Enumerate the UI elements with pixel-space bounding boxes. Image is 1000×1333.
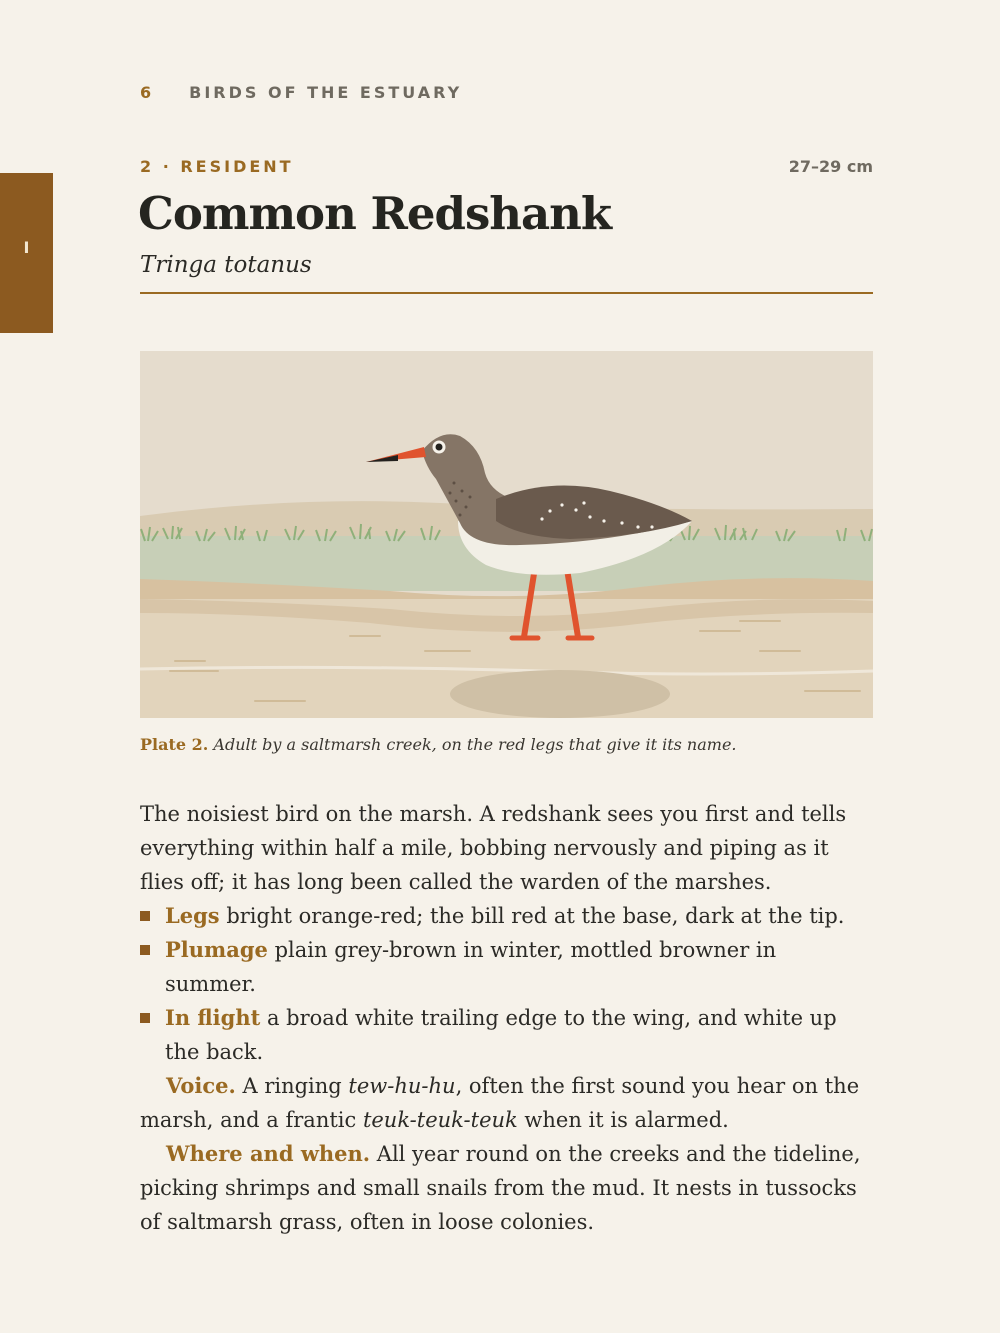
bird-reflection: [450, 670, 670, 718]
entry-meta: [140, 154, 873, 178]
page-number: 6: [140, 82, 152, 102]
voice-paragraph: [140, 1069, 873, 1137]
body-text: [140, 797, 873, 1239]
running-head: [140, 80, 462, 104]
bullet-lead: In flight: [165, 1005, 261, 1030]
list-item: [140, 933, 873, 1001]
voice-text-3: when it is alarmed.: [517, 1108, 729, 1132]
bullet-lead: Legs: [165, 903, 220, 928]
voice-text-1: A ringing: [235, 1074, 349, 1098]
bullet-text: plain grey-brown in winter, mottled browner in summer.: [165, 938, 777, 996]
where-text: All year round on the creeks and the tideline, picking shrimps and small snails from the mud. It nests in tussocks of saltmarsh grass, often in loose colonies.: [140, 1142, 861, 1234]
bullet-lead: Plumage: [165, 937, 268, 962]
field-marks-list: [140, 899, 873, 1069]
caption-text: Adult by a saltmarsh creek, on the red legs that give it its name.: [213, 735, 737, 754]
where-lead: Where and when.: [166, 1141, 371, 1166]
intro-paragraph: The noisiest bird on the marsh. A redshank sees you first and tells everything within half a mile, bobbing nervously and piping as it flies off; it has long been called the warden of the marshes.: [140, 802, 847, 894]
section-tab-label: I: [23, 237, 30, 257]
latin-name: Tringa totanus: [140, 252, 312, 278]
entry-label: 2 · RESIDENT: [140, 156, 294, 176]
entry-size: 27–29 cm: [788, 156, 873, 176]
plate-illustration: [140, 351, 873, 718]
where-paragraph: [140, 1137, 873, 1239]
voice-lead: Voice.: [166, 1073, 236, 1098]
title-rule: [140, 292, 873, 294]
voice-call-1: tew-hu-hu: [348, 1074, 456, 1098]
section-tab[interactable]: [0, 173, 53, 333]
list-item: [140, 899, 873, 933]
plate-label: Plate 2.: [140, 735, 209, 754]
bullet-icon: [140, 911, 150, 921]
book-title: BIRDS OF THE ESTUARY: [189, 82, 463, 102]
voice-call-2: teuk-teuk-teuk: [362, 1108, 518, 1132]
bullet-icon: [140, 945, 150, 955]
list-item: [140, 1001, 873, 1069]
bullet-text: a broad white trailing edge to the wing, and white up the back.: [165, 1006, 837, 1064]
plate-caption: [140, 733, 873, 757]
bullet-icon: [140, 1013, 150, 1023]
voice-text-2: , often the first sound you hear on the marsh, and a frantic: [140, 1074, 860, 1132]
bullet-text: bright orange-red; the bill red at the base, dark at the tip.: [219, 904, 845, 928]
species-title: Common Redshank: [138, 187, 612, 240]
